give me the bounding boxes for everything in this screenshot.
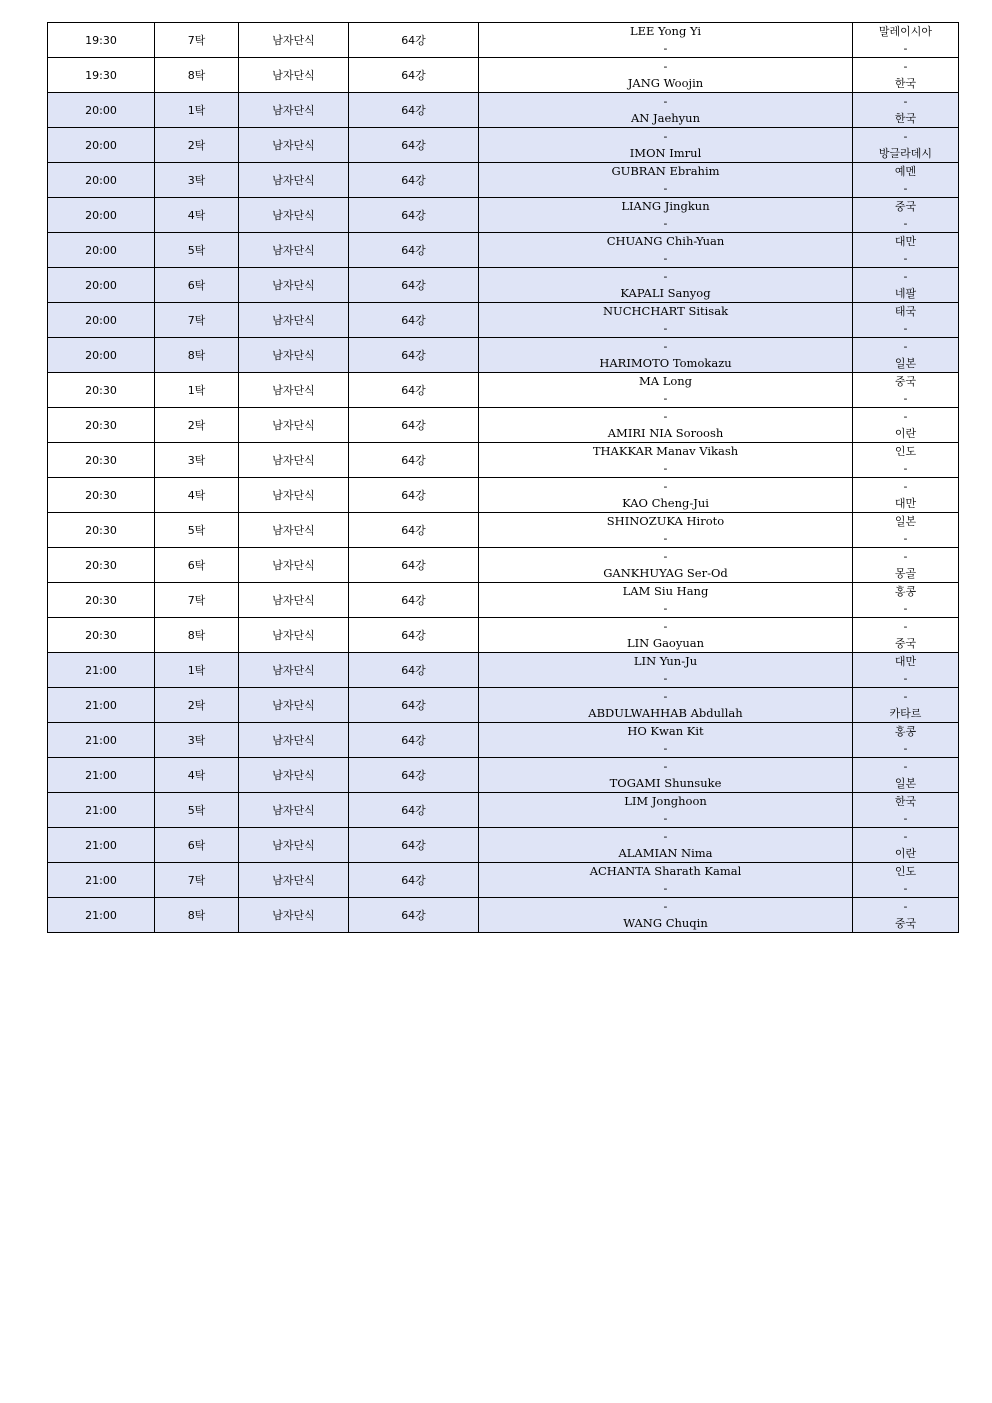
table-number-cell: 8탁	[155, 338, 239, 373]
nation-top: -	[903, 550, 908, 563]
event-cell: 남자단식	[239, 268, 349, 303]
players-cell	[479, 863, 853, 898]
match-row	[48, 828, 959, 863]
match-row	[48, 338, 959, 373]
round-cell: 64강	[349, 128, 479, 163]
nation-bottom: 방글라데시	[878, 147, 933, 160]
players-cell	[479, 758, 853, 793]
player-bottom: -	[663, 531, 668, 545]
table-number-cell: 2탁	[155, 688, 239, 723]
nation-top: 예멘	[894, 165, 917, 178]
player-bottom: KAPALI Sanyog	[620, 286, 711, 300]
round-cell: 64강	[349, 758, 479, 793]
event-cell: 남자단식	[239, 898, 349, 933]
nations-cell	[853, 373, 959, 408]
nations-cell	[853, 268, 959, 303]
match-row	[48, 723, 959, 758]
player-bottom: -	[663, 671, 668, 685]
round-cell: 64강	[349, 268, 479, 303]
event-cell: 남자단식	[239, 653, 349, 688]
nation-bottom: 네팔	[894, 287, 917, 300]
event-cell: 남자단식	[239, 93, 349, 128]
player-bottom: AN Jaehyun	[630, 111, 700, 125]
event-cell: 남자단식	[239, 688, 349, 723]
round-cell: 64강	[349, 93, 479, 128]
table-number-cell: 7탁	[155, 23, 239, 58]
table-number-cell: 3탁	[155, 723, 239, 758]
player-bottom: GANKHUYAG Ser-Od	[603, 566, 728, 580]
nation-bottom: -	[903, 532, 908, 545]
round-cell: 64강	[349, 618, 479, 653]
match-row	[48, 688, 959, 723]
nation-bottom: -	[903, 182, 908, 195]
player-top: -	[663, 899, 668, 913]
nation-top: 홍콩	[894, 585, 917, 598]
event-cell: 남자단식	[239, 863, 349, 898]
event-cell: 남자단식	[239, 513, 349, 548]
round-cell: 64강	[349, 478, 479, 513]
players-cell	[479, 23, 853, 58]
round-cell: 64강	[349, 548, 479, 583]
players-cell	[479, 793, 853, 828]
players-cell	[479, 303, 853, 338]
match-time-cell: 20:30	[48, 583, 155, 618]
table-number-cell: 7탁	[155, 583, 239, 618]
nation-bottom: 중국	[894, 917, 917, 930]
table-number-cell: 7탁	[155, 303, 239, 338]
player-bottom: WANG Chuqin	[623, 916, 708, 930]
nation-top: 말레이시아	[878, 25, 933, 38]
event-cell: 남자단식	[239, 793, 349, 828]
round-cell: 64강	[349, 23, 479, 58]
nation-top: 인도	[894, 865, 917, 878]
table-number-cell: 3탁	[155, 163, 239, 198]
round-cell: 64강	[349, 163, 479, 198]
nations-cell	[853, 898, 959, 933]
match-time-cell: 20:30	[48, 373, 155, 408]
event-cell: 남자단식	[239, 583, 349, 618]
players-cell	[479, 198, 853, 233]
player-bottom: -	[663, 811, 668, 825]
table-number-cell: 2탁	[155, 128, 239, 163]
players-cell	[479, 513, 853, 548]
players-cell	[479, 128, 853, 163]
match-row	[48, 443, 959, 478]
nation-bottom: 중국	[894, 637, 917, 650]
nation-bottom: 몽골	[894, 567, 917, 580]
nation-top: -	[903, 690, 908, 703]
match-time-cell: 21:00	[48, 688, 155, 723]
match-row	[48, 128, 959, 163]
table-number-cell: 8탁	[155, 58, 239, 93]
player-top: -	[663, 549, 668, 563]
nation-top: -	[903, 60, 908, 73]
table-number-cell: 1탁	[155, 93, 239, 128]
nation-top: -	[903, 830, 908, 843]
match-time-cell: 20:00	[48, 163, 155, 198]
match-row	[48, 268, 959, 303]
nations-cell	[853, 793, 959, 828]
match-row	[48, 303, 959, 338]
player-bottom: ALAMIAN Nima	[618, 846, 713, 860]
nations-cell	[853, 653, 959, 688]
table-number-cell: 6탁	[155, 268, 239, 303]
nations-cell	[853, 443, 959, 478]
nation-bottom: -	[903, 392, 908, 405]
player-bottom: -	[663, 881, 668, 895]
nation-bottom: 카타르	[889, 707, 922, 720]
players-cell	[479, 233, 853, 268]
player-top: LIANG Jingkun	[621, 199, 710, 213]
table-number-cell: 5탁	[155, 793, 239, 828]
player-top: -	[663, 59, 668, 73]
players-cell	[479, 93, 853, 128]
match-time-cell: 21:00	[48, 898, 155, 933]
round-cell: 64강	[349, 198, 479, 233]
match-row	[48, 898, 959, 933]
nations-cell	[853, 618, 959, 653]
match-row	[48, 863, 959, 898]
player-bottom: ABDULWAHHAB Abdullah	[588, 706, 743, 720]
event-cell: 남자단식	[239, 233, 349, 268]
nations-cell	[853, 233, 959, 268]
nation-top: -	[903, 270, 908, 283]
match-time-cell: 21:00	[48, 723, 155, 758]
player-top: HO Kwan Kit	[627, 724, 704, 738]
table-number-cell: 5탁	[155, 513, 239, 548]
nation-bottom: -	[903, 252, 908, 265]
nation-top: 대만	[894, 235, 917, 248]
match-time-cell: 20:30	[48, 443, 155, 478]
nations-cell	[853, 303, 959, 338]
event-cell: 남자단식	[239, 373, 349, 408]
player-top: LAM Siu Hang	[622, 584, 709, 598]
match-time-cell: 20:00	[48, 303, 155, 338]
match-schedule-table	[47, 22, 959, 933]
table-number-cell: 6탁	[155, 548, 239, 583]
nations-cell	[853, 478, 959, 513]
player-top: -	[663, 619, 668, 633]
round-cell: 64강	[349, 233, 479, 268]
nations-cell	[853, 863, 959, 898]
player-bottom: -	[663, 251, 668, 265]
round-cell: 64강	[349, 373, 479, 408]
nation-top: -	[903, 480, 908, 493]
match-row	[48, 758, 959, 793]
players-cell	[479, 443, 853, 478]
event-cell: 남자단식	[239, 198, 349, 233]
table-number-cell: 5탁	[155, 233, 239, 268]
event-cell: 남자단식	[239, 478, 349, 513]
nation-bottom: -	[903, 42, 908, 55]
round-cell: 64강	[349, 723, 479, 758]
player-top: LIM Jonghoon	[624, 794, 707, 808]
nations-cell	[853, 723, 959, 758]
match-row	[48, 198, 959, 233]
players-cell	[479, 723, 853, 758]
match-row	[48, 58, 959, 93]
player-top: SHINOZUKA Hiroto	[606, 514, 725, 528]
nation-top: 일본	[894, 515, 917, 528]
nation-bottom: -	[903, 322, 908, 335]
player-bottom: HARIMOTO Tomokazu	[599, 356, 732, 370]
event-cell: 남자단식	[239, 58, 349, 93]
nation-top: 한국	[894, 795, 917, 808]
match-row	[48, 408, 959, 443]
players-cell	[479, 548, 853, 583]
nation-bottom: -	[903, 742, 908, 755]
nation-top: 태국	[894, 305, 917, 318]
nation-bottom: 이란	[894, 427, 917, 440]
round-cell: 64강	[349, 583, 479, 618]
match-time-cell: 20:00	[48, 128, 155, 163]
match-row	[48, 23, 959, 58]
nation-bottom: 이란	[894, 847, 917, 860]
table-number-cell: 8탁	[155, 898, 239, 933]
players-cell	[479, 338, 853, 373]
match-row	[48, 618, 959, 653]
round-cell: 64강	[349, 338, 479, 373]
nations-cell	[853, 688, 959, 723]
nation-bottom: 대만	[894, 497, 917, 510]
player-top: -	[663, 409, 668, 423]
player-bottom: -	[663, 181, 668, 195]
nation-top: 대만	[894, 655, 917, 668]
round-cell: 64강	[349, 793, 479, 828]
round-cell: 64강	[349, 828, 479, 863]
round-cell: 64강	[349, 513, 479, 548]
nation-bottom: 한국	[894, 77, 917, 90]
player-top: -	[663, 689, 668, 703]
player-top: -	[663, 339, 668, 353]
nation-bottom: -	[903, 462, 908, 475]
player-top: -	[663, 129, 668, 143]
match-row	[48, 653, 959, 688]
player-bottom: -	[663, 41, 668, 55]
table-number-cell: 8탁	[155, 618, 239, 653]
nations-cell	[853, 408, 959, 443]
nation-bottom: 일본	[894, 777, 917, 790]
player-bottom: -	[663, 741, 668, 755]
match-time-cell: 20:30	[48, 408, 155, 443]
player-bottom: -	[663, 321, 668, 335]
match-time-cell: 20:00	[48, 268, 155, 303]
match-row	[48, 793, 959, 828]
nations-cell	[853, 338, 959, 373]
nation-bottom: -	[903, 882, 908, 895]
nations-cell	[853, 93, 959, 128]
match-time-cell: 19:30	[48, 23, 155, 58]
match-time-cell: 21:00	[48, 758, 155, 793]
nation-top: 인도	[894, 445, 917, 458]
table-number-cell: 2탁	[155, 408, 239, 443]
table-number-cell: 4탁	[155, 758, 239, 793]
nation-top: -	[903, 340, 908, 353]
player-bottom: -	[663, 601, 668, 615]
player-top: -	[663, 269, 668, 283]
table-number-cell: 7탁	[155, 863, 239, 898]
round-cell: 64강	[349, 863, 479, 898]
match-time-cell: 20:00	[48, 233, 155, 268]
event-cell: 남자단식	[239, 338, 349, 373]
event-cell: 남자단식	[239, 548, 349, 583]
event-cell: 남자단식	[239, 618, 349, 653]
event-cell: 남자단식	[239, 303, 349, 338]
match-row	[48, 513, 959, 548]
player-top: -	[663, 759, 668, 773]
player-top: LIN Yun-Ju	[633, 654, 698, 668]
match-time-cell: 20:00	[48, 93, 155, 128]
nation-top: -	[903, 410, 908, 423]
nations-cell	[853, 513, 959, 548]
player-top: -	[663, 94, 668, 108]
event-cell: 남자단식	[239, 758, 349, 793]
player-bottom: JANG Woojin	[627, 76, 704, 90]
match-time-cell: 20:00	[48, 198, 155, 233]
player-top: MA Long	[638, 374, 693, 388]
nations-cell	[853, 23, 959, 58]
table-number-cell: 4탁	[155, 478, 239, 513]
table-number-cell: 4탁	[155, 198, 239, 233]
players-cell	[479, 583, 853, 618]
nation-bottom: 일본	[894, 357, 917, 370]
nation-bottom: -	[903, 602, 908, 615]
round-cell: 64강	[349, 898, 479, 933]
table-number-cell: 1탁	[155, 373, 239, 408]
match-time-cell: 21:00	[48, 828, 155, 863]
event-cell: 남자단식	[239, 723, 349, 758]
players-cell	[479, 478, 853, 513]
match-row	[48, 548, 959, 583]
player-bottom: TOGAMI Shunsuke	[609, 776, 722, 790]
nations-cell	[853, 758, 959, 793]
match-time-cell: 20:00	[48, 338, 155, 373]
player-top: CHUANG Chih-Yuan	[606, 234, 725, 248]
match-time-cell: 20:30	[48, 478, 155, 513]
round-cell: 64강	[349, 58, 479, 93]
match-row	[48, 233, 959, 268]
player-bottom: LIN Gaoyuan	[626, 636, 705, 650]
nations-cell	[853, 828, 959, 863]
player-top: NUCHCHART Sitisak	[602, 304, 729, 318]
match-time-cell: 20:30	[48, 548, 155, 583]
match-time-cell: 21:00	[48, 653, 155, 688]
nation-bottom: 한국	[894, 112, 917, 125]
player-top: -	[663, 479, 668, 493]
player-bottom: -	[663, 461, 668, 475]
round-cell: 64강	[349, 443, 479, 478]
match-row	[48, 93, 959, 128]
player-bottom: AMIRI NIA Soroosh	[607, 426, 724, 440]
nations-cell	[853, 163, 959, 198]
nation-bottom: -	[903, 217, 908, 230]
table-number-cell: 6탁	[155, 828, 239, 863]
table-number-cell: 3탁	[155, 443, 239, 478]
event-cell: 남자단식	[239, 408, 349, 443]
event-cell: 남자단식	[239, 443, 349, 478]
players-cell	[479, 373, 853, 408]
player-bottom: KAO Cheng-Jui	[622, 496, 709, 510]
event-cell: 남자단식	[239, 828, 349, 863]
match-time-cell: 21:00	[48, 793, 155, 828]
match-row	[48, 478, 959, 513]
nation-top: -	[903, 900, 908, 913]
round-cell: 64강	[349, 653, 479, 688]
nation-top: 중국	[894, 200, 917, 213]
event-cell: 남자단식	[239, 128, 349, 163]
nation-top: -	[903, 620, 908, 633]
player-bottom: IMON Imrul	[629, 146, 702, 160]
event-cell: 남자단식	[239, 163, 349, 198]
nation-top: -	[903, 95, 908, 108]
nation-top: -	[903, 760, 908, 773]
nations-cell	[853, 548, 959, 583]
match-row	[48, 373, 959, 408]
round-cell: 64강	[349, 303, 479, 338]
players-cell	[479, 688, 853, 723]
nations-cell	[853, 128, 959, 163]
nation-bottom: -	[903, 812, 908, 825]
table-number-cell: 1탁	[155, 653, 239, 688]
player-top: THAKKAR Manav Vikash	[592, 444, 739, 458]
match-row	[48, 583, 959, 618]
nation-bottom: -	[903, 672, 908, 685]
match-time-cell: 20:30	[48, 513, 155, 548]
players-cell	[479, 268, 853, 303]
nations-cell	[853, 583, 959, 618]
match-time-cell: 20:30	[48, 618, 155, 653]
match-time-cell: 21:00	[48, 863, 155, 898]
nation-top: 홍콩	[894, 725, 917, 738]
player-top: GUBRAN Ebrahim	[611, 164, 720, 178]
match-time-cell: 19:30	[48, 58, 155, 93]
nations-cell	[853, 198, 959, 233]
nation-top: -	[903, 130, 908, 143]
nation-top: 중국	[894, 375, 917, 388]
players-cell	[479, 618, 853, 653]
round-cell: 64강	[349, 688, 479, 723]
players-cell	[479, 58, 853, 93]
player-top: -	[663, 829, 668, 843]
match-row	[48, 163, 959, 198]
player-bottom: -	[663, 216, 668, 230]
event-cell: 남자단식	[239, 23, 349, 58]
players-cell	[479, 828, 853, 863]
players-cell	[479, 898, 853, 933]
round-cell: 64강	[349, 408, 479, 443]
players-cell	[479, 653, 853, 688]
nations-cell	[853, 58, 959, 93]
player-top: LEE Yong Yi	[629, 24, 702, 38]
player-top: ACHANTA Sharath Kamal	[589, 864, 742, 878]
players-cell	[479, 408, 853, 443]
players-cell	[479, 163, 853, 198]
schedule-body	[48, 23, 959, 933]
player-bottom: -	[663, 391, 668, 405]
